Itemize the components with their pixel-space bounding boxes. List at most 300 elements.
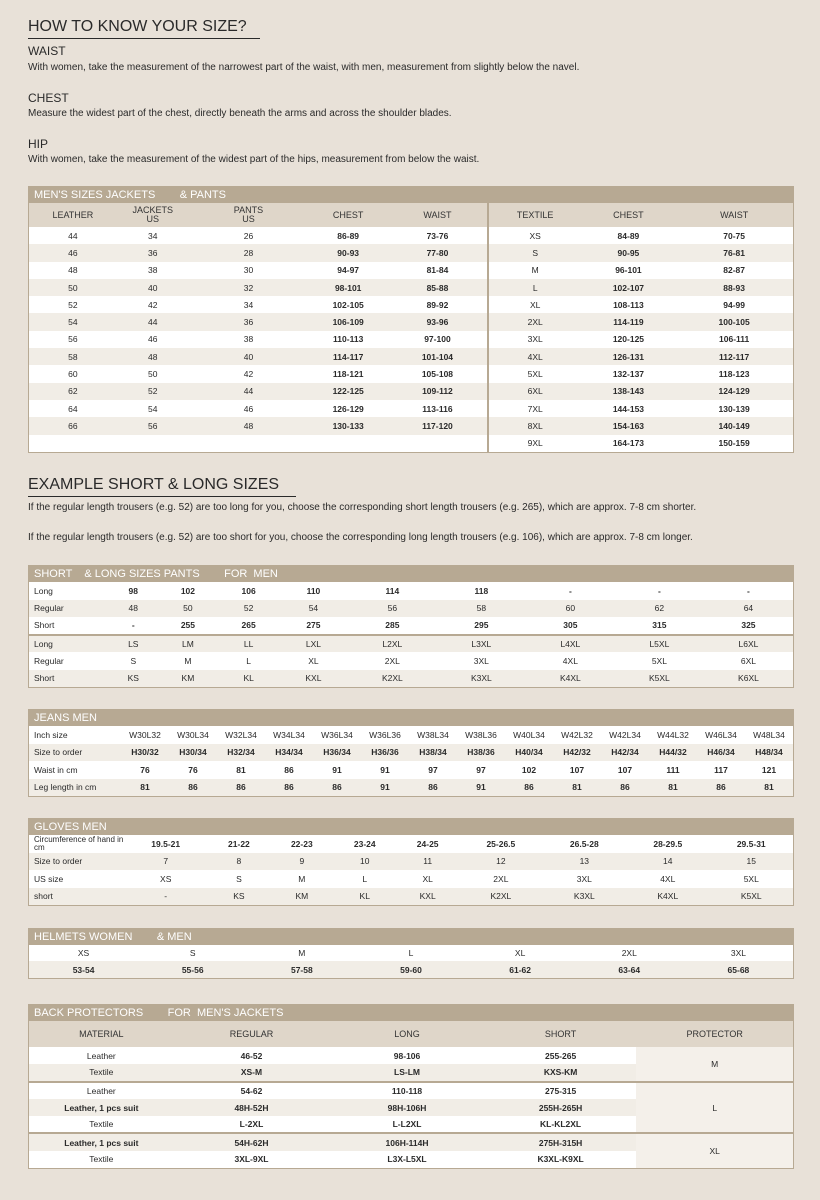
table-row	[29, 617, 793, 635]
back-header-cell: MATERIAL	[79, 1029, 124, 1039]
table-cell: XL	[279, 652, 348, 670]
table-cell: 126-131	[582, 348, 676, 365]
table-cell: K3XL	[543, 888, 626, 906]
table-cell: 112-117	[675, 348, 793, 365]
helmet-cm-cell: 61-62	[466, 961, 575, 978]
table-cell: H42/34	[601, 744, 649, 762]
table-cell: H32/34	[217, 744, 265, 762]
table-cell: 305	[526, 617, 615, 635]
helmets-grid	[29, 945, 793, 978]
table-cell: -	[615, 582, 704, 600]
table-cell: 19.5-21	[124, 835, 207, 853]
table-cell: 81	[553, 779, 601, 797]
table-cell: 48	[109, 600, 158, 618]
table-cell: K6XL	[704, 670, 793, 688]
table-cell: H38/36	[457, 744, 505, 762]
table-cell: Short	[29, 670, 109, 688]
table-cell: 54	[117, 400, 189, 417]
table-cell: 86	[265, 761, 313, 779]
table-cell: S	[207, 870, 270, 888]
table-cell: W36L34	[313, 726, 361, 744]
table-cell: H36/34	[313, 744, 361, 762]
table-cell: 66	[29, 417, 117, 434]
table-cell: 26.5-28	[543, 835, 626, 853]
table-cell: short	[29, 888, 124, 906]
table-cell: 30	[189, 262, 309, 279]
table-cell: 28	[189, 244, 309, 261]
table-cell: 93-96	[388, 313, 488, 330]
table-cell: 91	[457, 779, 505, 797]
table-cell: 97	[457, 761, 505, 779]
table-row	[29, 348, 793, 365]
table-row	[29, 961, 793, 978]
back-protectors-title: BACK PROTECTORS FOR MEN'S JACKETS	[29, 1005, 793, 1021]
mens-header-cell: JACKETS US	[132, 205, 173, 224]
table-cell: K4XL	[526, 670, 615, 688]
table-cell: Long	[29, 582, 109, 600]
table-cell: 98	[109, 582, 158, 600]
table-cell: 255H-265H	[485, 1099, 637, 1116]
table-cell: 21-22	[207, 835, 270, 853]
table-cell: 12	[459, 853, 542, 871]
table-cell: 85-88	[388, 279, 488, 296]
table-cell: LS-LM	[329, 1064, 485, 1081]
table-cell: 138-143	[582, 383, 676, 400]
page-title: HOW TO KNOW YOUR SIZE?	[28, 18, 260, 39]
table-cell: KM	[158, 670, 219, 688]
hip-heading: HIP	[28, 137, 49, 151]
table-cell: KL-KL2XL	[485, 1116, 637, 1133]
table-cell: 4XL	[626, 870, 709, 888]
waist-text: With women, take the measurement of the narrowest part of the waist, with men, measurement from slightly below the navel.	[28, 62, 580, 73]
table-cell: Leather, 1 pcs suit	[29, 1133, 174, 1150]
hip-text: With women, take the measurement of the widest part of the hips, measurement from below the waist.	[28, 154, 480, 165]
table-cell: 121	[745, 761, 793, 779]
table-cell: H38/34	[409, 744, 457, 762]
helmet-cm-cell: 57-58	[247, 961, 356, 978]
mens-header-cell: CHEST	[332, 209, 364, 220]
table-row	[29, 744, 793, 762]
table-cell: US size	[29, 870, 124, 888]
table-cell: K5XL	[710, 888, 794, 906]
table-cell: W44L32	[649, 726, 697, 744]
table-cell: 124-129	[675, 383, 793, 400]
table-cell: 81	[217, 761, 265, 779]
table-cell: 102-105	[308, 296, 388, 313]
table-cell: W30L34	[169, 726, 217, 744]
table-cell: 86	[601, 779, 649, 797]
table-cell: 50	[117, 365, 189, 382]
helmets-table	[28, 928, 794, 979]
table-cell: W48L34	[745, 726, 793, 744]
table-cell: 13	[543, 853, 626, 871]
table-cell: 54H-62H	[174, 1133, 330, 1150]
table-cell: -	[109, 617, 158, 635]
table-cell: 34	[189, 296, 309, 313]
table-cell: 98-101	[308, 279, 388, 296]
protector-cell: XL	[636, 1133, 793, 1168]
table-cell: 58	[29, 348, 117, 365]
mens-header-cell: CHEST	[613, 209, 644, 220]
table-cell: 81	[121, 779, 169, 797]
helmet-size-cell: 3XL	[684, 945, 793, 961]
table-cell: 36	[189, 313, 309, 330]
table-cell: 102	[505, 761, 553, 779]
table-cell: 325	[704, 617, 793, 635]
table-cell: W38L34	[409, 726, 457, 744]
table-cell: 76	[169, 761, 217, 779]
table-cell: 52	[117, 383, 189, 400]
table-cell: 54	[29, 313, 117, 330]
table-cell: L	[488, 279, 582, 296]
table-cell: 97	[409, 761, 457, 779]
table-cell: 8	[207, 853, 270, 871]
table-cell: 106-109	[308, 313, 388, 330]
table-cell: 91	[361, 779, 409, 797]
table-cell: W32L34	[217, 726, 265, 744]
table-cell: Leather	[29, 1082, 174, 1099]
table-cell: 2XL	[459, 870, 542, 888]
table-row	[29, 779, 793, 797]
table-cell: Inch size	[29, 726, 121, 744]
table-cell: 7	[124, 853, 207, 871]
table-cell: -	[704, 582, 793, 600]
table-cell: XS-M	[174, 1064, 330, 1081]
table-cell: 81	[745, 779, 793, 797]
protector-cell: M	[636, 1047, 793, 1082]
table-cell: H46/34	[697, 744, 745, 762]
table-cell: 255	[158, 617, 219, 635]
mens-sizes-table	[28, 186, 794, 453]
mens-header-cell: LEATHER	[52, 209, 94, 220]
table-cell: 86	[409, 779, 457, 797]
table-cell: 140-149	[675, 417, 793, 434]
table-row	[29, 227, 793, 244]
table-cell: KXL	[279, 670, 348, 688]
table-cell: 4XL	[526, 652, 615, 670]
table-cell: 6XL	[488, 383, 582, 400]
table-cell: H36/36	[361, 744, 409, 762]
table-header-row	[29, 1021, 793, 1047]
table-cell: 46	[117, 331, 189, 348]
table-cell: 25-26.5	[459, 835, 542, 853]
table-cell: 32	[189, 279, 309, 296]
table-cell: 108-113	[582, 296, 676, 313]
gloves-table	[28, 818, 794, 906]
table-row	[29, 331, 793, 348]
table-cell: L-2XL	[174, 1116, 330, 1133]
table-cell: 64	[29, 400, 117, 417]
table-cell: 100-105	[675, 313, 793, 330]
helmet-size-cell: L	[356, 945, 465, 961]
table-cell: 105-108	[388, 365, 488, 382]
table-cell: 130-139	[675, 400, 793, 417]
table-cell	[117, 435, 189, 452]
table-cell: 126-129	[308, 400, 388, 417]
table-cell: Textile	[29, 1064, 174, 1081]
table-row	[29, 1047, 793, 1064]
table-cell: 8XL	[488, 417, 582, 434]
short-long-table	[28, 565, 794, 688]
table-cell: Textile	[29, 1151, 174, 1168]
helmet-cm-cell: 63-64	[575, 961, 684, 978]
table-cell: 132-137	[582, 365, 676, 382]
table-cell: 9	[270, 853, 333, 871]
table-cell: 98-106	[329, 1047, 485, 1064]
table-cell: 120-125	[582, 331, 676, 348]
table-row	[29, 313, 793, 330]
table-cell	[189, 435, 309, 452]
table-cell: K2XL	[348, 670, 437, 688]
table-cell: 110-118	[329, 1082, 485, 1099]
table-cell: 14	[626, 853, 709, 871]
table-cell: W46L34	[697, 726, 745, 744]
table-cell: M	[270, 870, 333, 888]
table-cell: 4XL	[488, 348, 582, 365]
table-cell: Textile	[29, 1116, 174, 1133]
table-cell: 94-99	[675, 296, 793, 313]
jeans-table	[28, 709, 794, 797]
helmet-cm-cell: 53-54	[29, 961, 138, 978]
table-cell: 107	[553, 761, 601, 779]
table-cell: 56	[117, 417, 189, 434]
table-row	[29, 296, 793, 313]
table-cell: 3XL-9XL	[174, 1151, 330, 1168]
helmet-size-cell: XS	[29, 945, 138, 961]
table-cell: 86	[265, 779, 313, 797]
table-cell: 34	[117, 227, 189, 244]
table-cell: 275H-315H	[485, 1133, 637, 1150]
table-cell: 89-92	[388, 296, 488, 313]
waist-heading: WAIST	[28, 44, 66, 58]
table-cell: 44	[117, 313, 189, 330]
table-cell: 315	[615, 617, 704, 635]
table-cell: 42	[189, 365, 309, 382]
table-cell: H34/34	[265, 744, 313, 762]
table-cell: 60	[29, 365, 117, 382]
table-cell: W36L36	[361, 726, 409, 744]
table-cell: 2XL	[488, 313, 582, 330]
table-cell: M	[488, 262, 582, 279]
table-cell: 91	[313, 761, 361, 779]
table-cell: 113-116	[388, 400, 488, 417]
table-cell: 154-163	[582, 417, 676, 434]
table-cell: 11	[396, 853, 459, 871]
short-long-title: SHORT & LONG SIZES PANTS FOR MEN	[29, 566, 793, 582]
table-row	[29, 835, 793, 853]
table-cell: 84-89	[582, 227, 676, 244]
table-cell: 58	[437, 600, 526, 618]
table-cell: 106	[218, 582, 279, 600]
table-cell: Regular	[29, 600, 109, 618]
table-cell: 109-112	[388, 383, 488, 400]
table-cell: 44	[189, 383, 309, 400]
helmet-size-cell: 2XL	[575, 945, 684, 961]
table-row	[29, 670, 793, 688]
table-cell: 76-81	[675, 244, 793, 261]
table-row	[29, 945, 793, 961]
table-cell: 46	[29, 244, 117, 261]
table-cell: 86-89	[308, 227, 388, 244]
table-row	[29, 1082, 793, 1099]
table-cell: K4XL	[626, 888, 709, 906]
mens-grid	[29, 203, 793, 452]
table-cell: 76	[121, 761, 169, 779]
table-cell: 90-93	[308, 244, 388, 261]
table-row	[29, 600, 793, 618]
table-cell: KS	[207, 888, 270, 906]
table-cell: 24-25	[396, 835, 459, 853]
table-cell: Size to order	[29, 853, 124, 871]
table-cell: LS	[109, 635, 158, 653]
example-text-short: If the regular length trousers (e.g. 52) are too long for you, choose the corresponding short length trousers (e.g. 265), which are approx. 7-8 cm shorter.	[28, 502, 697, 513]
example-title: EXAMPLE SHORT & LONG SIZES	[28, 476, 296, 497]
table-cell: H30/34	[169, 744, 217, 762]
table-cell: 46	[189, 400, 309, 417]
table-row	[29, 417, 793, 434]
table-cell: L2XL	[348, 635, 437, 653]
table-cell: 86	[697, 779, 745, 797]
table-cell: 52	[218, 600, 279, 618]
table-cell: 15	[710, 853, 794, 871]
table-row	[29, 435, 793, 452]
table-cell: 40	[189, 348, 309, 365]
table-cell: 107	[601, 761, 649, 779]
short-long-grid	[29, 582, 793, 687]
table-cell: 265	[218, 617, 279, 635]
table-cell: 2XL	[348, 652, 437, 670]
table-cell	[29, 435, 117, 452]
table-row	[29, 279, 793, 296]
table-cell: S	[488, 244, 582, 261]
table-cell: H40/34	[505, 744, 553, 762]
table-cell: K5XL	[615, 670, 704, 688]
table-cell: Leather, 1 pcs suit	[29, 1099, 174, 1116]
table-cell: -	[526, 582, 615, 600]
table-cell: 144-153	[582, 400, 676, 417]
table-cell: 52	[29, 296, 117, 313]
table-cell: KXS-KM	[485, 1064, 637, 1081]
table-cell: W42L32	[553, 726, 601, 744]
table-cell: Circumference of hand in cm	[29, 835, 124, 853]
table-cell: 28-29.5	[626, 835, 709, 853]
table-cell: 91	[361, 761, 409, 779]
table-cell: 114-119	[582, 313, 676, 330]
table-cell: M	[158, 652, 219, 670]
table-cell: H42/32	[553, 744, 601, 762]
table-cell: 56	[29, 331, 117, 348]
table-cell: 110	[279, 582, 348, 600]
table-cell: 56	[348, 600, 437, 618]
table-row	[29, 761, 793, 779]
mens-header-cell: TEXTILE	[488, 203, 582, 227]
table-cell: S	[109, 652, 158, 670]
table-cell: 62	[615, 600, 704, 618]
table-cell: 23-24	[333, 835, 396, 853]
helmet-size-cell: XL	[466, 945, 575, 961]
table-cell: 29.5-31	[710, 835, 794, 853]
jeans-title: JEANS MEN	[29, 710, 793, 726]
table-cell: XS	[124, 870, 207, 888]
gloves-title: GLOVES MEN	[29, 819, 793, 835]
mens-header-cell: PANTS US	[233, 205, 264, 224]
table-row	[29, 853, 793, 871]
table-cell: KM	[270, 888, 333, 906]
table-cell: 111	[649, 761, 697, 779]
table-row	[29, 726, 793, 744]
table-cell: L5XL	[615, 635, 704, 653]
back-header-cell: LONG	[394, 1029, 420, 1039]
table-cell: 81-84	[388, 262, 488, 279]
table-cell: KL	[333, 888, 396, 906]
table-cell: 36	[117, 244, 189, 261]
table-row	[29, 870, 793, 888]
table-cell: L6XL	[704, 635, 793, 653]
table-cell	[308, 435, 388, 452]
table-cell: -	[124, 888, 207, 906]
table-cell: 150-159	[675, 435, 793, 452]
table-cell: 6XL	[704, 652, 793, 670]
table-cell: 3XL	[437, 652, 526, 670]
helmet-size-cell: M	[247, 945, 356, 961]
table-cell: 46-52	[174, 1047, 330, 1064]
table-cell: 285	[348, 617, 437, 635]
table-cell: 255-265	[485, 1047, 637, 1064]
jeans-grid	[29, 726, 793, 796]
table-cell: L3X-L5XL	[329, 1151, 485, 1168]
mens-sizes-title: MEN'S SIZES JACKETS & PANTS	[29, 187, 793, 203]
table-cell: 110-113	[308, 331, 388, 348]
table-cell: 101-104	[388, 348, 488, 365]
table-cell: 38	[117, 262, 189, 279]
table-cell: 118-123	[675, 365, 793, 382]
table-cell: 42	[117, 296, 189, 313]
table-cell: L	[333, 870, 396, 888]
table-cell: 96-101	[582, 262, 676, 279]
table-cell: Waist in cm	[29, 761, 121, 779]
back-header-cell: REGULAR	[229, 1029, 274, 1039]
chest-heading: CHEST	[28, 91, 69, 105]
mens-header-cell: WAIST	[720, 209, 749, 220]
table-cell: K3XL-K9XL	[485, 1151, 637, 1168]
back-protectors-grid	[29, 1021, 793, 1168]
table-cell: Long	[29, 635, 109, 653]
table-row	[29, 635, 793, 653]
table-cell: 118	[437, 582, 526, 600]
table-cell: 98H-106H	[329, 1099, 485, 1116]
table-cell: 86	[169, 779, 217, 797]
table-cell: 77-80	[388, 244, 488, 261]
table-cell: 130-133	[308, 417, 388, 434]
table-row	[29, 383, 793, 400]
table-row	[29, 582, 793, 600]
table-cell: W38L36	[457, 726, 505, 744]
table-cell: Short	[29, 617, 109, 635]
table-cell: 114	[348, 582, 437, 600]
table-cell: 44	[29, 227, 117, 244]
table-row	[29, 244, 793, 261]
table-cell: 22-23	[270, 835, 333, 853]
table-row	[29, 888, 793, 906]
table-cell: 50	[29, 279, 117, 296]
table-cell: 3XL	[488, 331, 582, 348]
table-cell: L	[218, 652, 279, 670]
table-cell: 94-97	[308, 262, 388, 279]
table-cell: W42L34	[601, 726, 649, 744]
table-cell: L3XL	[437, 635, 526, 653]
table-cell: Leg length in cm	[29, 779, 121, 797]
table-cell: 50	[158, 600, 219, 618]
